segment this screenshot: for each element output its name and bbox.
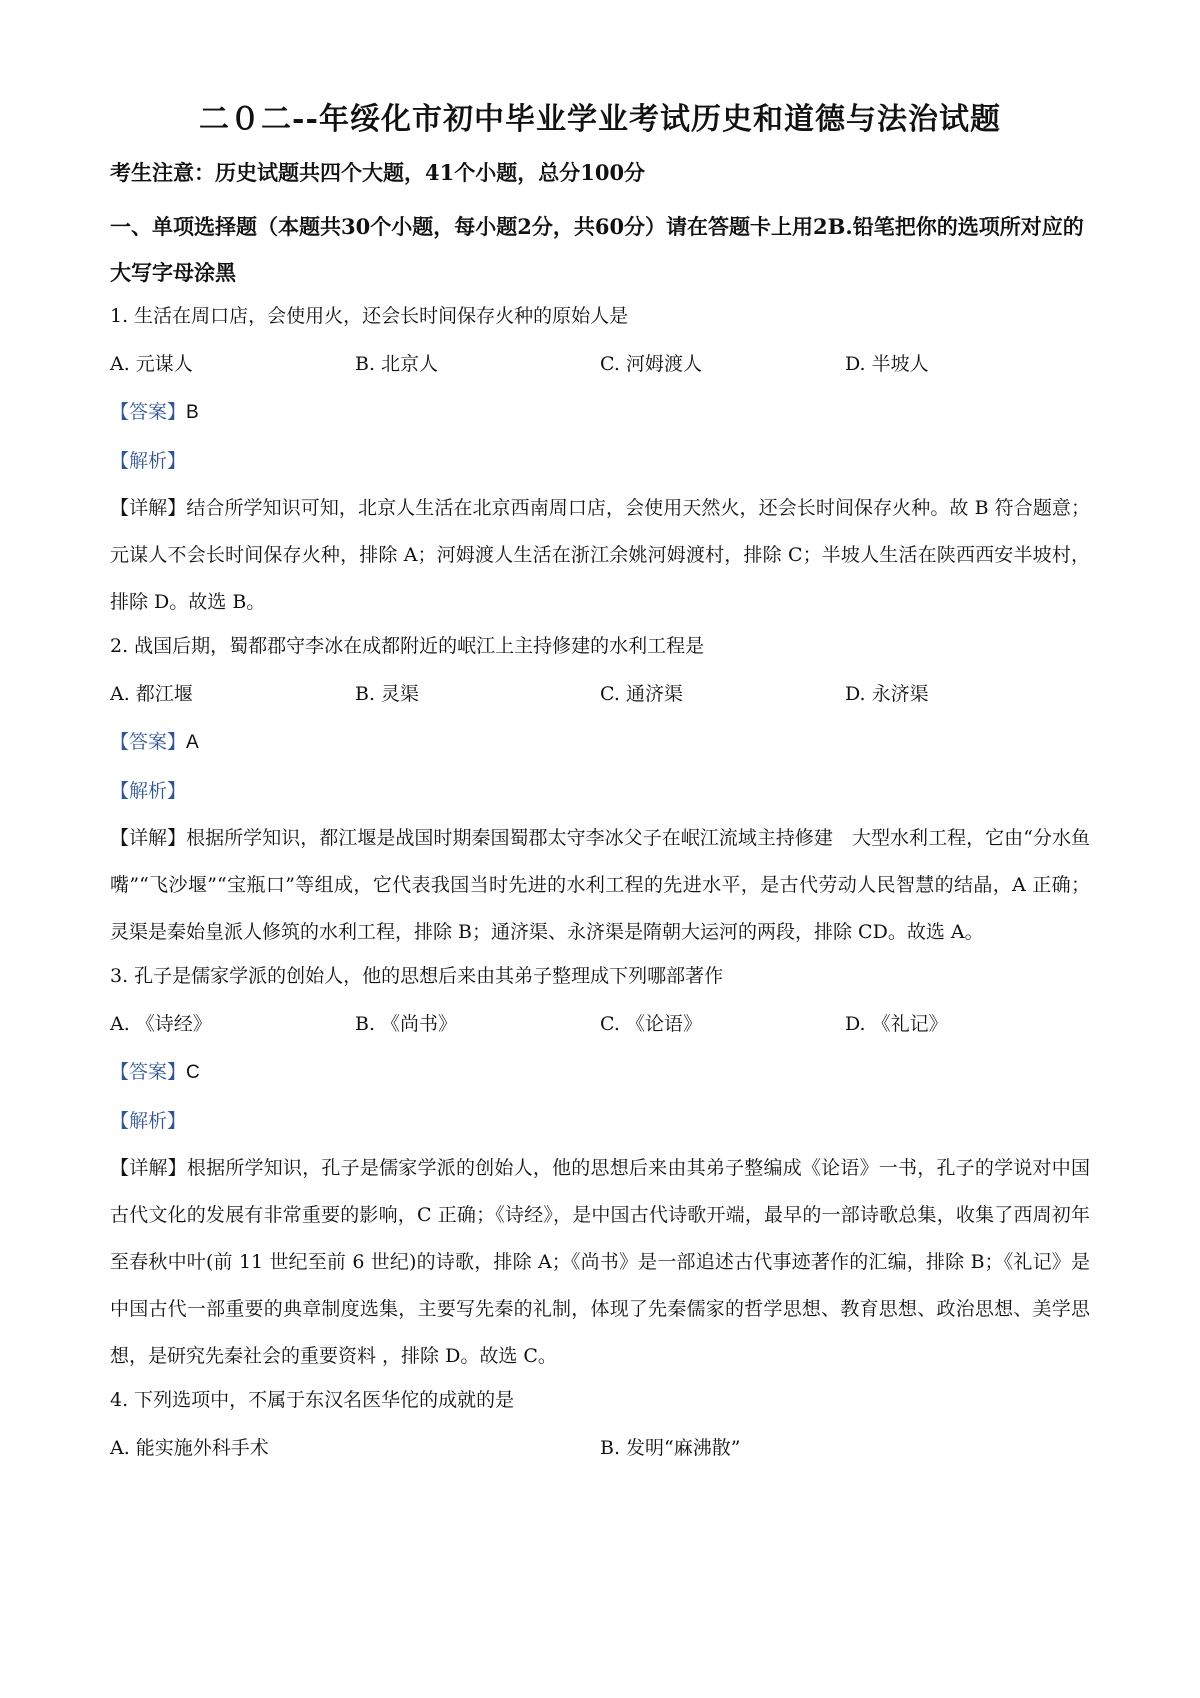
answer-label: 【答案】: [110, 401, 187, 423]
analysis-line: [110, 1107, 1090, 1135]
option-b: B. 北京人: [355, 353, 439, 375]
answer-label: 【答案】: [110, 731, 187, 753]
answer-line: [110, 1058, 1090, 1087]
answer-label: 【答案】: [110, 1061, 187, 1083]
option-c: C. 通济渠: [600, 683, 683, 705]
question-stem: 3. 孔子是儒家学派的创始人，他的思想后来由其弟子整理成下列哪部著作: [110, 965, 724, 987]
analysis-line: [110, 777, 1090, 805]
detail-paragraph: [110, 815, 1090, 956]
question-4: [110, 1386, 1090, 1462]
question-stem: 4. 下列选项中，不属于东汉名医华佗的成就的是: [110, 1389, 515, 1411]
detail-label: 【详解】: [110, 1157, 187, 1179]
answer-value: B: [186, 402, 199, 423]
analysis-label: 【解析】: [110, 450, 187, 472]
option-c: C. 河姆渡人: [600, 353, 702, 375]
analysis-label: 【解析】: [110, 780, 187, 802]
detail-text: 结合所学知识可知，北京人生活在北京西南周口店，会使用天然火，还会长时间保存火种。故 B 符合题意；元谋人不会长时间保存火种，排除 A；河姆渡人生活在浙江余姚河姆渡村，排除 C；半坡人生活在陕西西安半坡村，排除 D。故选 B。: [110, 497, 1090, 613]
analysis-line: [110, 447, 1090, 475]
detail-text: 根据所学知识，都江堰是战国时期秦国蜀郡太守李冰父子在岷江流域主持修建 大型水利工程，它由“分水鱼嘴”“飞沙堰”“宝瓶口”等组成，它代表我国当时先进的水利工程的先进水平，是古代劳动人民智慧的结晶，A 正确；灵渠是秦始皇派人修筑的水利工程，排除 B；通济渠、永济渠是隋朝大运河的两段，排除 CD。故选 A。: [110, 827, 1090, 943]
option-b: B. 《尚书》: [355, 1013, 458, 1035]
option-d: D. 半坡人: [845, 353, 929, 375]
option-a: A. 《诗经》: [110, 1013, 212, 1035]
option-d: D. 永济渠: [845, 683, 929, 705]
answer-value: C: [186, 1062, 200, 1083]
option-row: [110, 1434, 1090, 1462]
question-2: [110, 632, 1090, 956]
option-a: A. 能实施外科手术: [110, 1437, 269, 1459]
question-stem: 2. 战国后期，蜀都郡守李冰在成都附近的岷江上主持修建的水利工程是: [110, 635, 705, 657]
option-c: C. 《论语》: [600, 1013, 702, 1035]
answer-line: [110, 728, 1090, 757]
option-row: [110, 350, 1090, 378]
option-b: B. 灵渠: [355, 683, 420, 705]
option-row: [110, 1010, 1090, 1038]
option-a: A. 元谋人: [110, 353, 193, 375]
answer-value: A: [186, 732, 199, 753]
analysis-label: 【解析】: [110, 1110, 187, 1132]
answer-line: [110, 398, 1090, 427]
option-row: [110, 680, 1090, 708]
exam-notice: 考生注意：历史试题共四个大题，41个小题，总分100分: [110, 160, 646, 185]
document-title: 二０二--年绥化市初中毕业学业考试历史和道德与法治试题: [199, 102, 1001, 137]
option-a: A. 都江堰: [110, 683, 193, 705]
detail-paragraph: [110, 485, 1090, 626]
detail-text: 根据所学知识，孔子是儒家学派的创始人，他的思想后来由其弟子整编成《论语》一书，孔子的学说对中国古代文化的发展有非常重要的影响，C 正确；《诗经》，是中国古代诗歌开端，最早的一部诗歌总集，收集了西周初年至春秋中叶(前 11 世纪至前 6 世纪)的诗歌，排除 A；《尚书》是一部追述古代事迹著作的汇编，排除 B；《礼记》是中国古代一部重要的典章制度选集，主要写先秦的礼制，体现了先秦儒家的哲学思想、教育思想、政治思想、美学思想，是研究先秦社会的重要资料 ，排除 D。故选 C。: [110, 1157, 1090, 1367]
question-stem: 1. 生活在周口店，会使用火，还会长时间保存火种的原始人是: [110, 305, 629, 327]
detail-paragraph: [110, 1145, 1090, 1380]
detail-label: 【详解】: [110, 827, 187, 849]
option-d: D. 《礼记》: [845, 1013, 948, 1035]
detail-label: 【详解】: [110, 497, 187, 519]
section-heading: 一、单项选择题（本题共30个小题，每小题2分，共60分）请在答题卡上用2B.铅笔把你的选项所对应的大写字母涂黑: [110, 214, 1084, 285]
question-1: [110, 302, 1090, 626]
option-b: B. 发明“麻沸散”: [600, 1437, 741, 1459]
question-3: [110, 962, 1090, 1380]
